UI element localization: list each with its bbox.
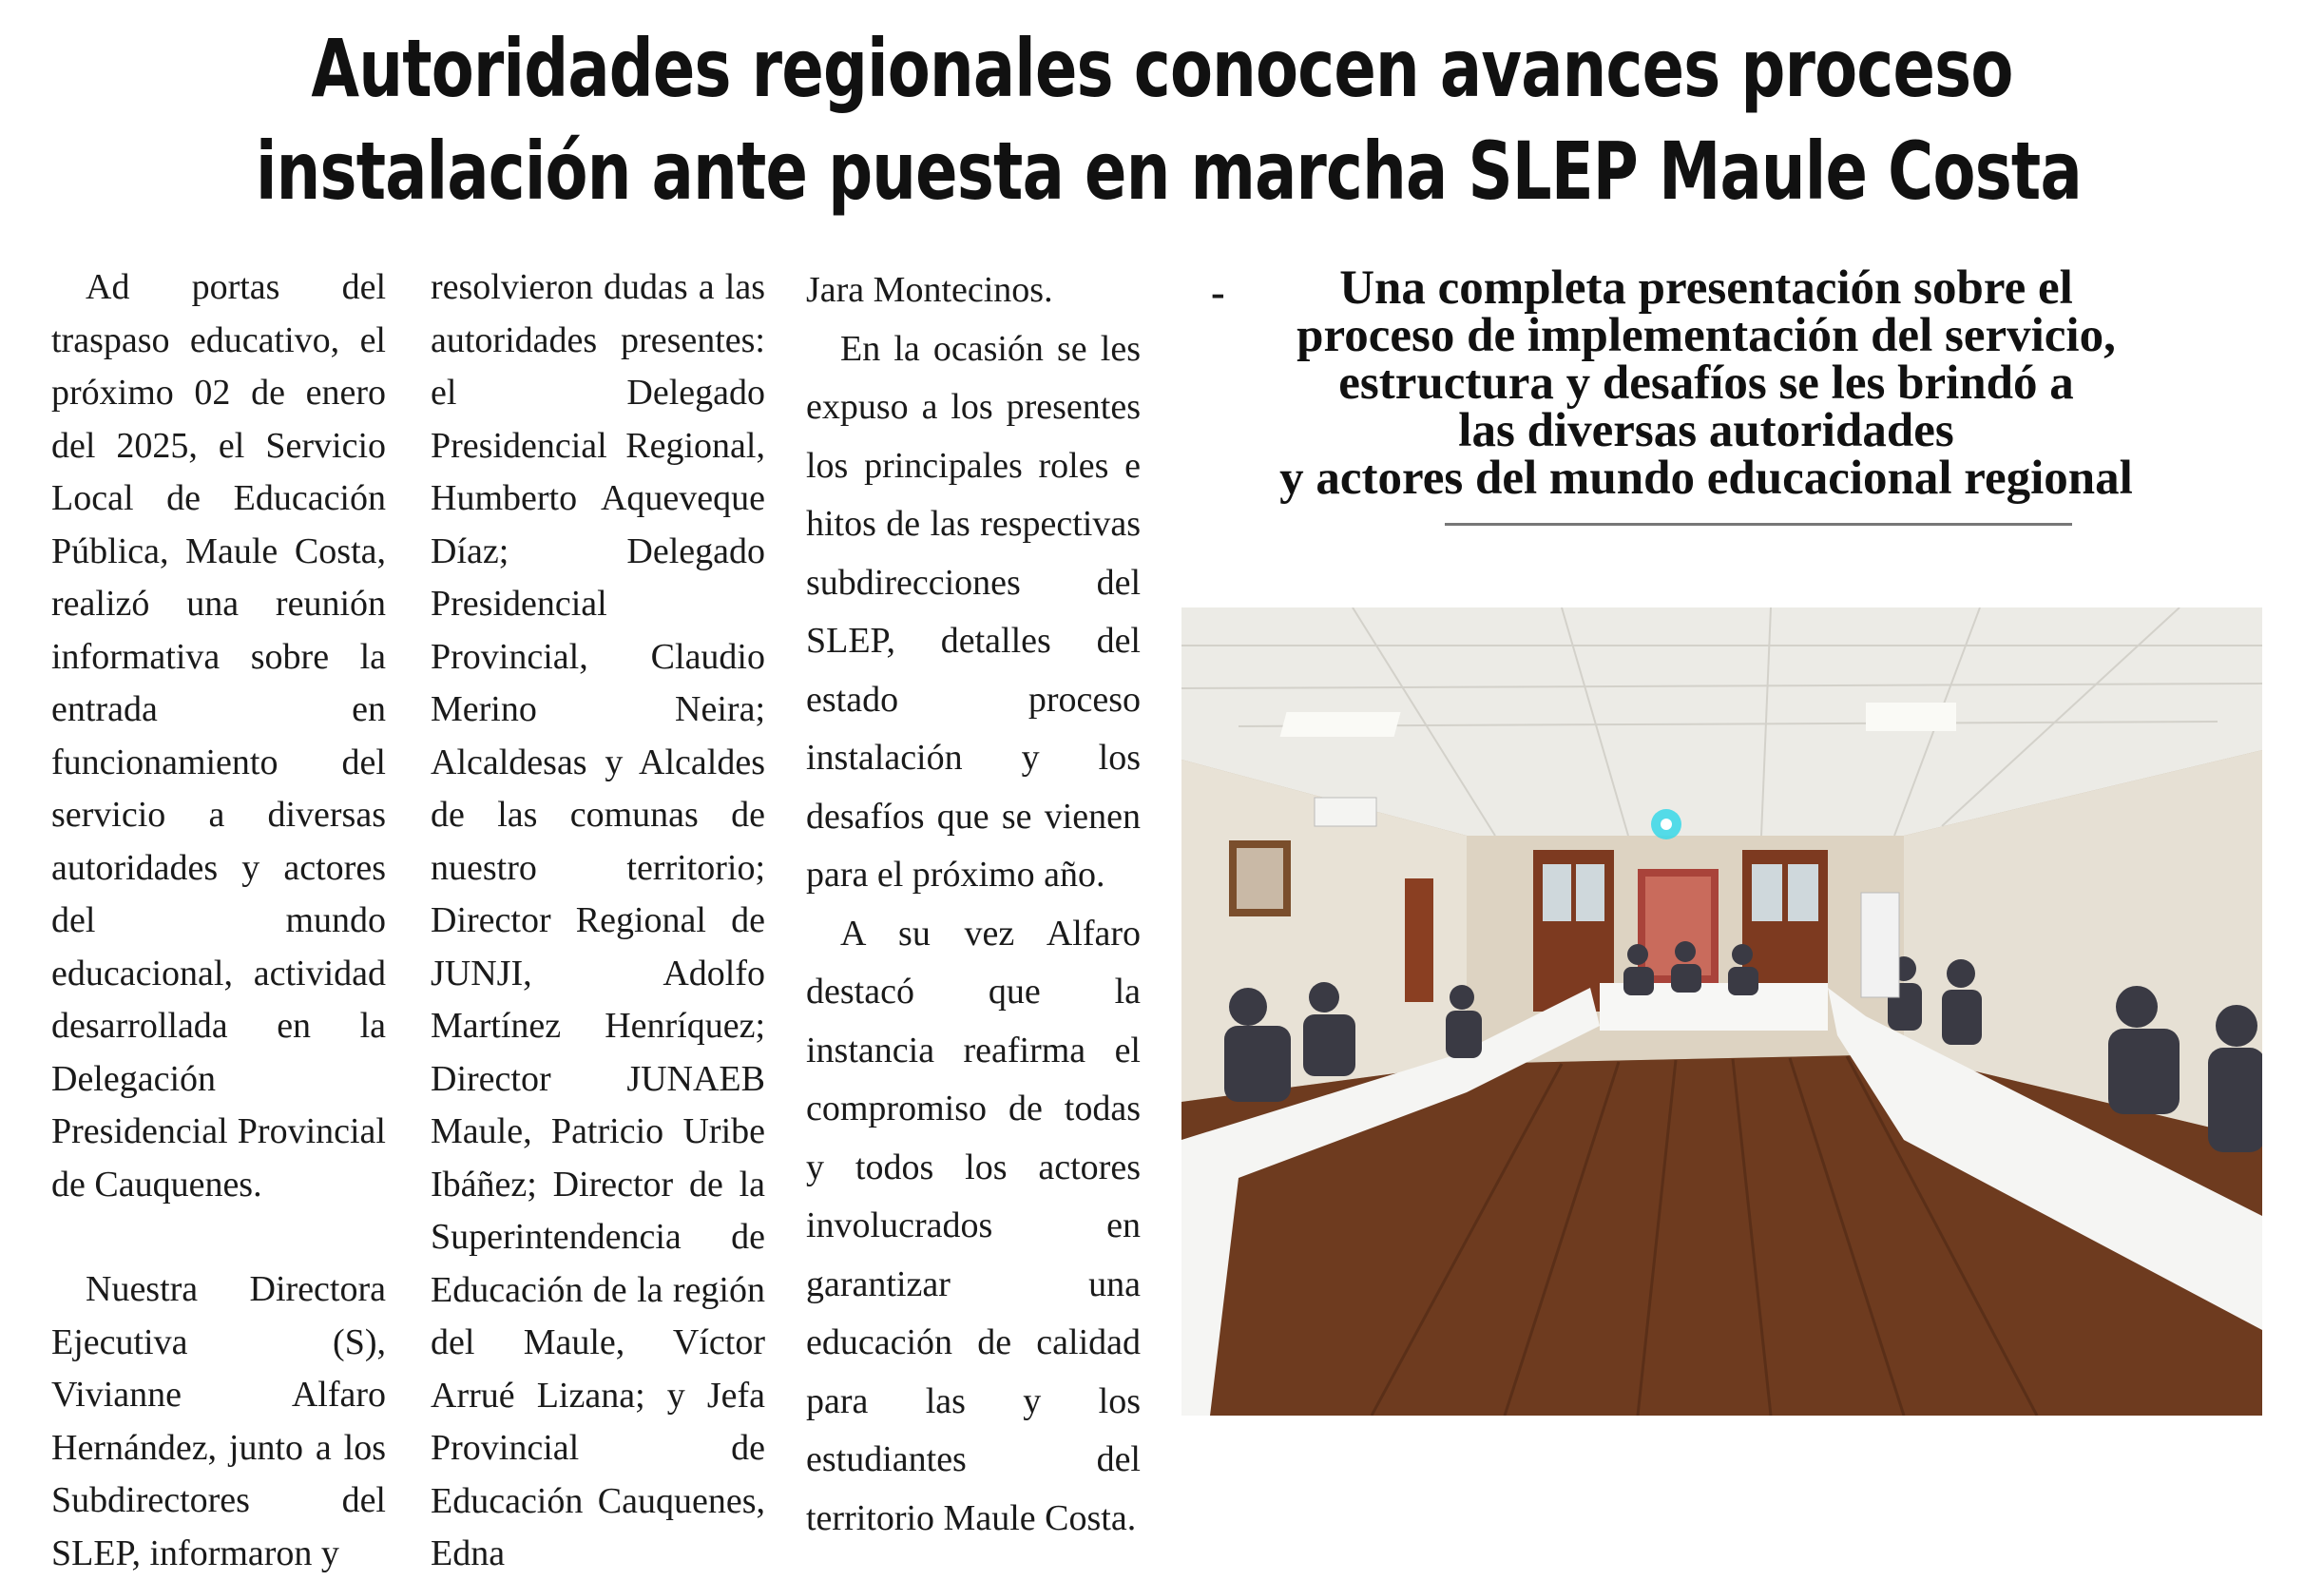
column1-paragraph-2: Nuestra Directora Ejecutiva (S), Vivianne Alfaro Hernández, junto a los Subdirectores del SLEP, informaron y xyxy=(51,1269,386,1573)
column3-paragraph-2: En la ocasión se les expuso a los presentes los principales roles e hitos de las respectivas subdirecciones del SLEP, detalles del estado proceso instalación y los desafíos que se vienen para el próximo año. xyxy=(806,328,1141,895)
article-column-2 xyxy=(431,261,765,1581)
headline-line-1: Autoridades regionales conocen avances proceso xyxy=(311,22,2013,115)
pull-quote xyxy=(1245,261,2167,505)
pull-quote-line-5: y actores del mundo educacional regional xyxy=(1279,452,2133,505)
column3-paragraph-3: A su vez Alfaro destacó que la instancia reafirma el compromiso de todas y todos los actores involucrados en garantizar una educación de calidad para las y los estudiantes del territorio Maule Costa. xyxy=(806,913,1141,1538)
pull-quote-underline xyxy=(1445,523,2072,526)
headline-line-2: instalación ante puesta en marcha SLEP Maule Costa xyxy=(255,125,2082,218)
photo-illustration xyxy=(1181,607,2262,1416)
callout-dash: - xyxy=(1211,269,1225,316)
pull-quote-line-4: las diversas autoridades xyxy=(1458,404,1954,457)
meeting-room-photo xyxy=(1181,607,2262,1416)
column1-paragraph-1: Ad portas del traspaso educativo, el próximo 02 de enero del 2025, el Servicio Local de Educación Pública, Maule Costa, realizó una reunión informativa sobre la entrada en funcionamiento del servicio a diversas autoridades y actores del mundo educacional, actividad desarrollada en la Delegación Presidencial Provincial de Cauquenes. xyxy=(51,267,386,1205)
column2-paragraph-1: resolvieron dudas a las autoridades presentes: el Delegado Presidencial Regional, Humberto Aqueveque Díaz; Delegado Presidencial Provincial, Claudio Merino Neira; Alcaldesas y Alcaldes de las comunas de nuestro territorio; Director Regional de JUNJI, Adolfo Martínez Henríquez; Director JUNAEB Maule, Patricio Uribe Ibáñez; Director de la Superintendencia de Educación de la región del Maule, Víctor Arrué Lizana; y Jefa Provincial de Educación Cauquenes, Edna xyxy=(431,267,765,1573)
column3-paragraph-1: Jara Montecinos. xyxy=(806,270,1053,310)
pull-quote-line-1: Una completa presentación sobre el xyxy=(1339,261,2073,315)
article-column-3 xyxy=(806,261,1141,1548)
article-headline xyxy=(255,17,2082,222)
pull-quote-line-3: estructura y desafíos se les brindó a xyxy=(1338,357,2074,410)
pull-quote-line-2: proceso de implementación del servicio, xyxy=(1296,309,2116,362)
article-column-1 xyxy=(51,261,386,1580)
